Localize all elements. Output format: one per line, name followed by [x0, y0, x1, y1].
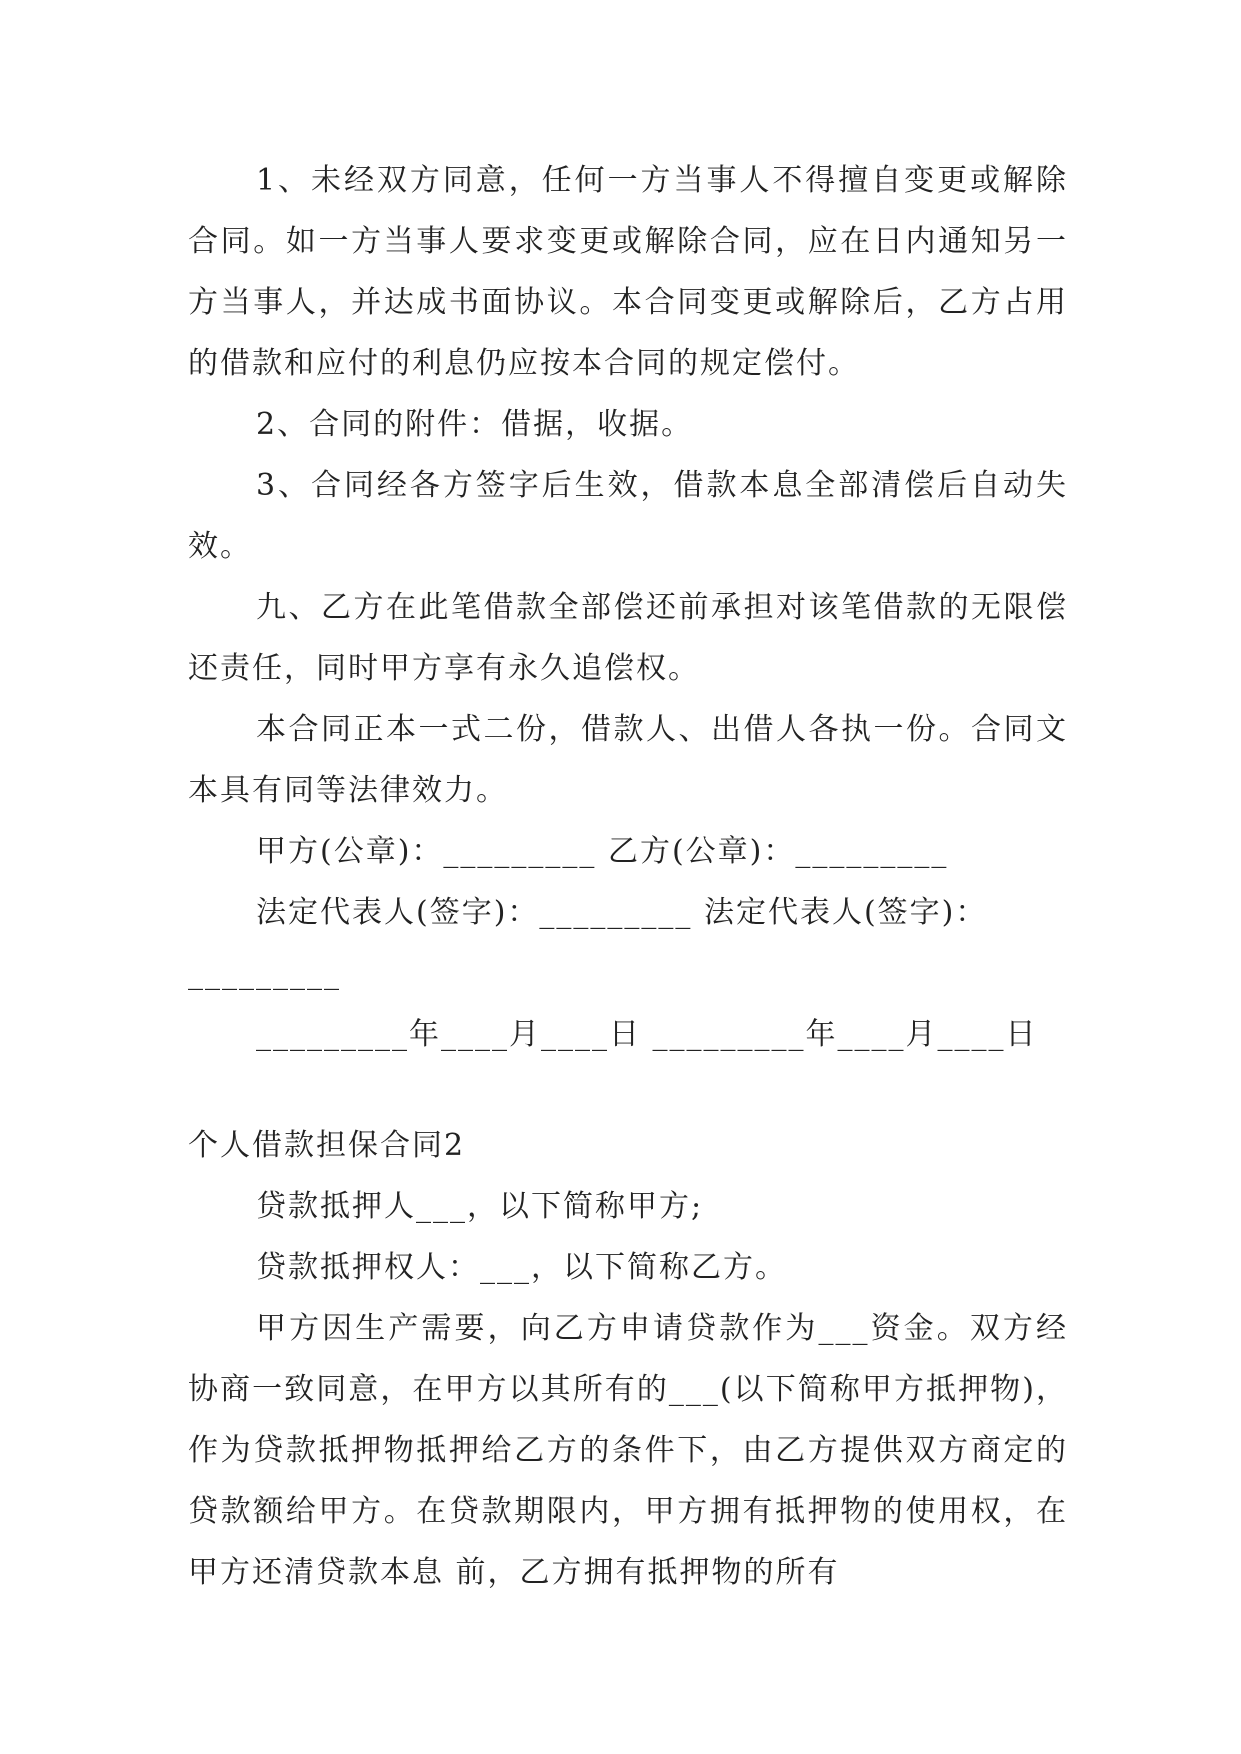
clause-9-paragraph: 九、乙方在此笔借款全部偿还前承担对该笔借款的无限偿还责任，同时甲方享有永久追偿权。: [188, 590, 1068, 686]
clause-1-paragraph: 1、未经双方同意，任何一方当事人不得擅自变更或解除合同。如一方当事人要求变更或解除合同，应在日内通知另一方当事人，并达成书面协议。本合同变更或解除后，乙方占用的借款和应付的利息仍应按本合同的规定偿付。: [188, 163, 1068, 381]
representative-line: 法定代表人(签字)：_________ 法定代表人(签字)：: [256, 895, 988, 930]
loan-purpose-paragraph: 甲方因生产需要，向乙方申请贷款作为___资金。双方经协商一致同意，在甲方以其所有的___(以下简称甲方抵押物)，作为贷款抵押物抵押给乙方的条件下，由乙方提供双方商定的贷款额给甲方。在贷款期限内，甲方拥有抵押物的使用权，在甲方还清贷款本息 前，乙方拥有抵押物的所有: [188, 1311, 1068, 1590]
section-gap: [188, 1065, 1068, 1115]
date-line: _________年____月____日 _________年____月____日: [256, 1017, 1038, 1052]
seal-line: 甲方(公章)：_________ 乙方(公章)：_________: [256, 834, 949, 869]
representative-blank-line: _________: [188, 956, 341, 991]
clause-3-paragraph: 3、合同经各方签字后生效，借款本息全部清偿后自动失效。: [188, 468, 1068, 564]
mortgagee-paragraph: 贷款抵押权人：___，以下简称乙方。: [256, 1250, 787, 1285]
clause-2-paragraph: 2、合同的附件：借据，收据。: [256, 407, 694, 442]
copies-paragraph: 本合同正本一式二份，借款人、出借人各执一份。合同文本具有同等法律效力。: [188, 712, 1068, 808]
mortgagor-paragraph: 贷款抵押人___，以下简称甲方;: [256, 1189, 704, 1224]
document-page: [188, 150, 1068, 1603]
section-2-title: 个人借款担保合同2: [188, 1128, 466, 1163]
